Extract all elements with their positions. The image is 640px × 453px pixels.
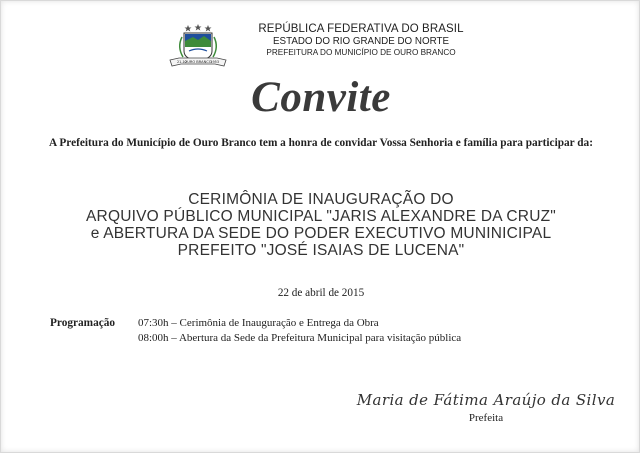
program-item: 08:00h – Abertura da Sede da Prefeitura Municipal para visitação pública bbox=[138, 331, 462, 344]
republic-heading: REPÚBLICA FEDERATIVA DO BRASIL bbox=[258, 23, 464, 35]
crest-ribbon-left: 21-12 bbox=[177, 60, 187, 65]
crest-ribbon-right: 1953 bbox=[210, 60, 219, 65]
signature-name: Maria de Fátima Araújo da Silva bbox=[356, 391, 616, 409]
event-date: 22 de abril de 2015 bbox=[277, 287, 365, 299]
ceremony-line: CERIMÔNIA DE INAUGURAÇÃO DO bbox=[188, 191, 454, 208]
state-heading: ESTADO DO RIO GRANDE DO NORTE bbox=[273, 36, 449, 47]
letterhead bbox=[241, 23, 481, 58]
signature-role: Prefeita bbox=[468, 412, 504, 424]
ceremony-line: PREFEITO "JOSÉ ISAIAS DE LUCENA" bbox=[177, 242, 465, 259]
ceremony-title bbox=[41, 191, 601, 259]
crest-ribbon-center: OURO BRANCO bbox=[184, 60, 212, 65]
prefecture-heading: PREFEITURA DO MUNICÍPIO DE OURO BRANCO bbox=[266, 48, 456, 57]
program-label: Programação bbox=[50, 317, 116, 329]
ceremony-line: e ABERTURA DA SEDE DO PODER EXECUTIVO MUNINICIPAL bbox=[90, 225, 552, 242]
invitation-intro: A Prefeitura do Município de Ouro Branco tem a honra de convidar Vossa Senhoria e família para participar da: bbox=[49, 137, 593, 149]
program-list bbox=[138, 316, 461, 345]
invitation-title: Convite bbox=[251, 74, 391, 121]
ceremony-line: ARQUIVO PÚBLICO MUNICIPAL "JARIS ALEXANDRE DA CRUZ" bbox=[86, 208, 556, 225]
program-item: 07:30h – Cerimônia de Inauguração e Entrega da Obra bbox=[138, 317, 379, 329]
municipal-coat-of-arms-icon bbox=[167, 23, 229, 69]
